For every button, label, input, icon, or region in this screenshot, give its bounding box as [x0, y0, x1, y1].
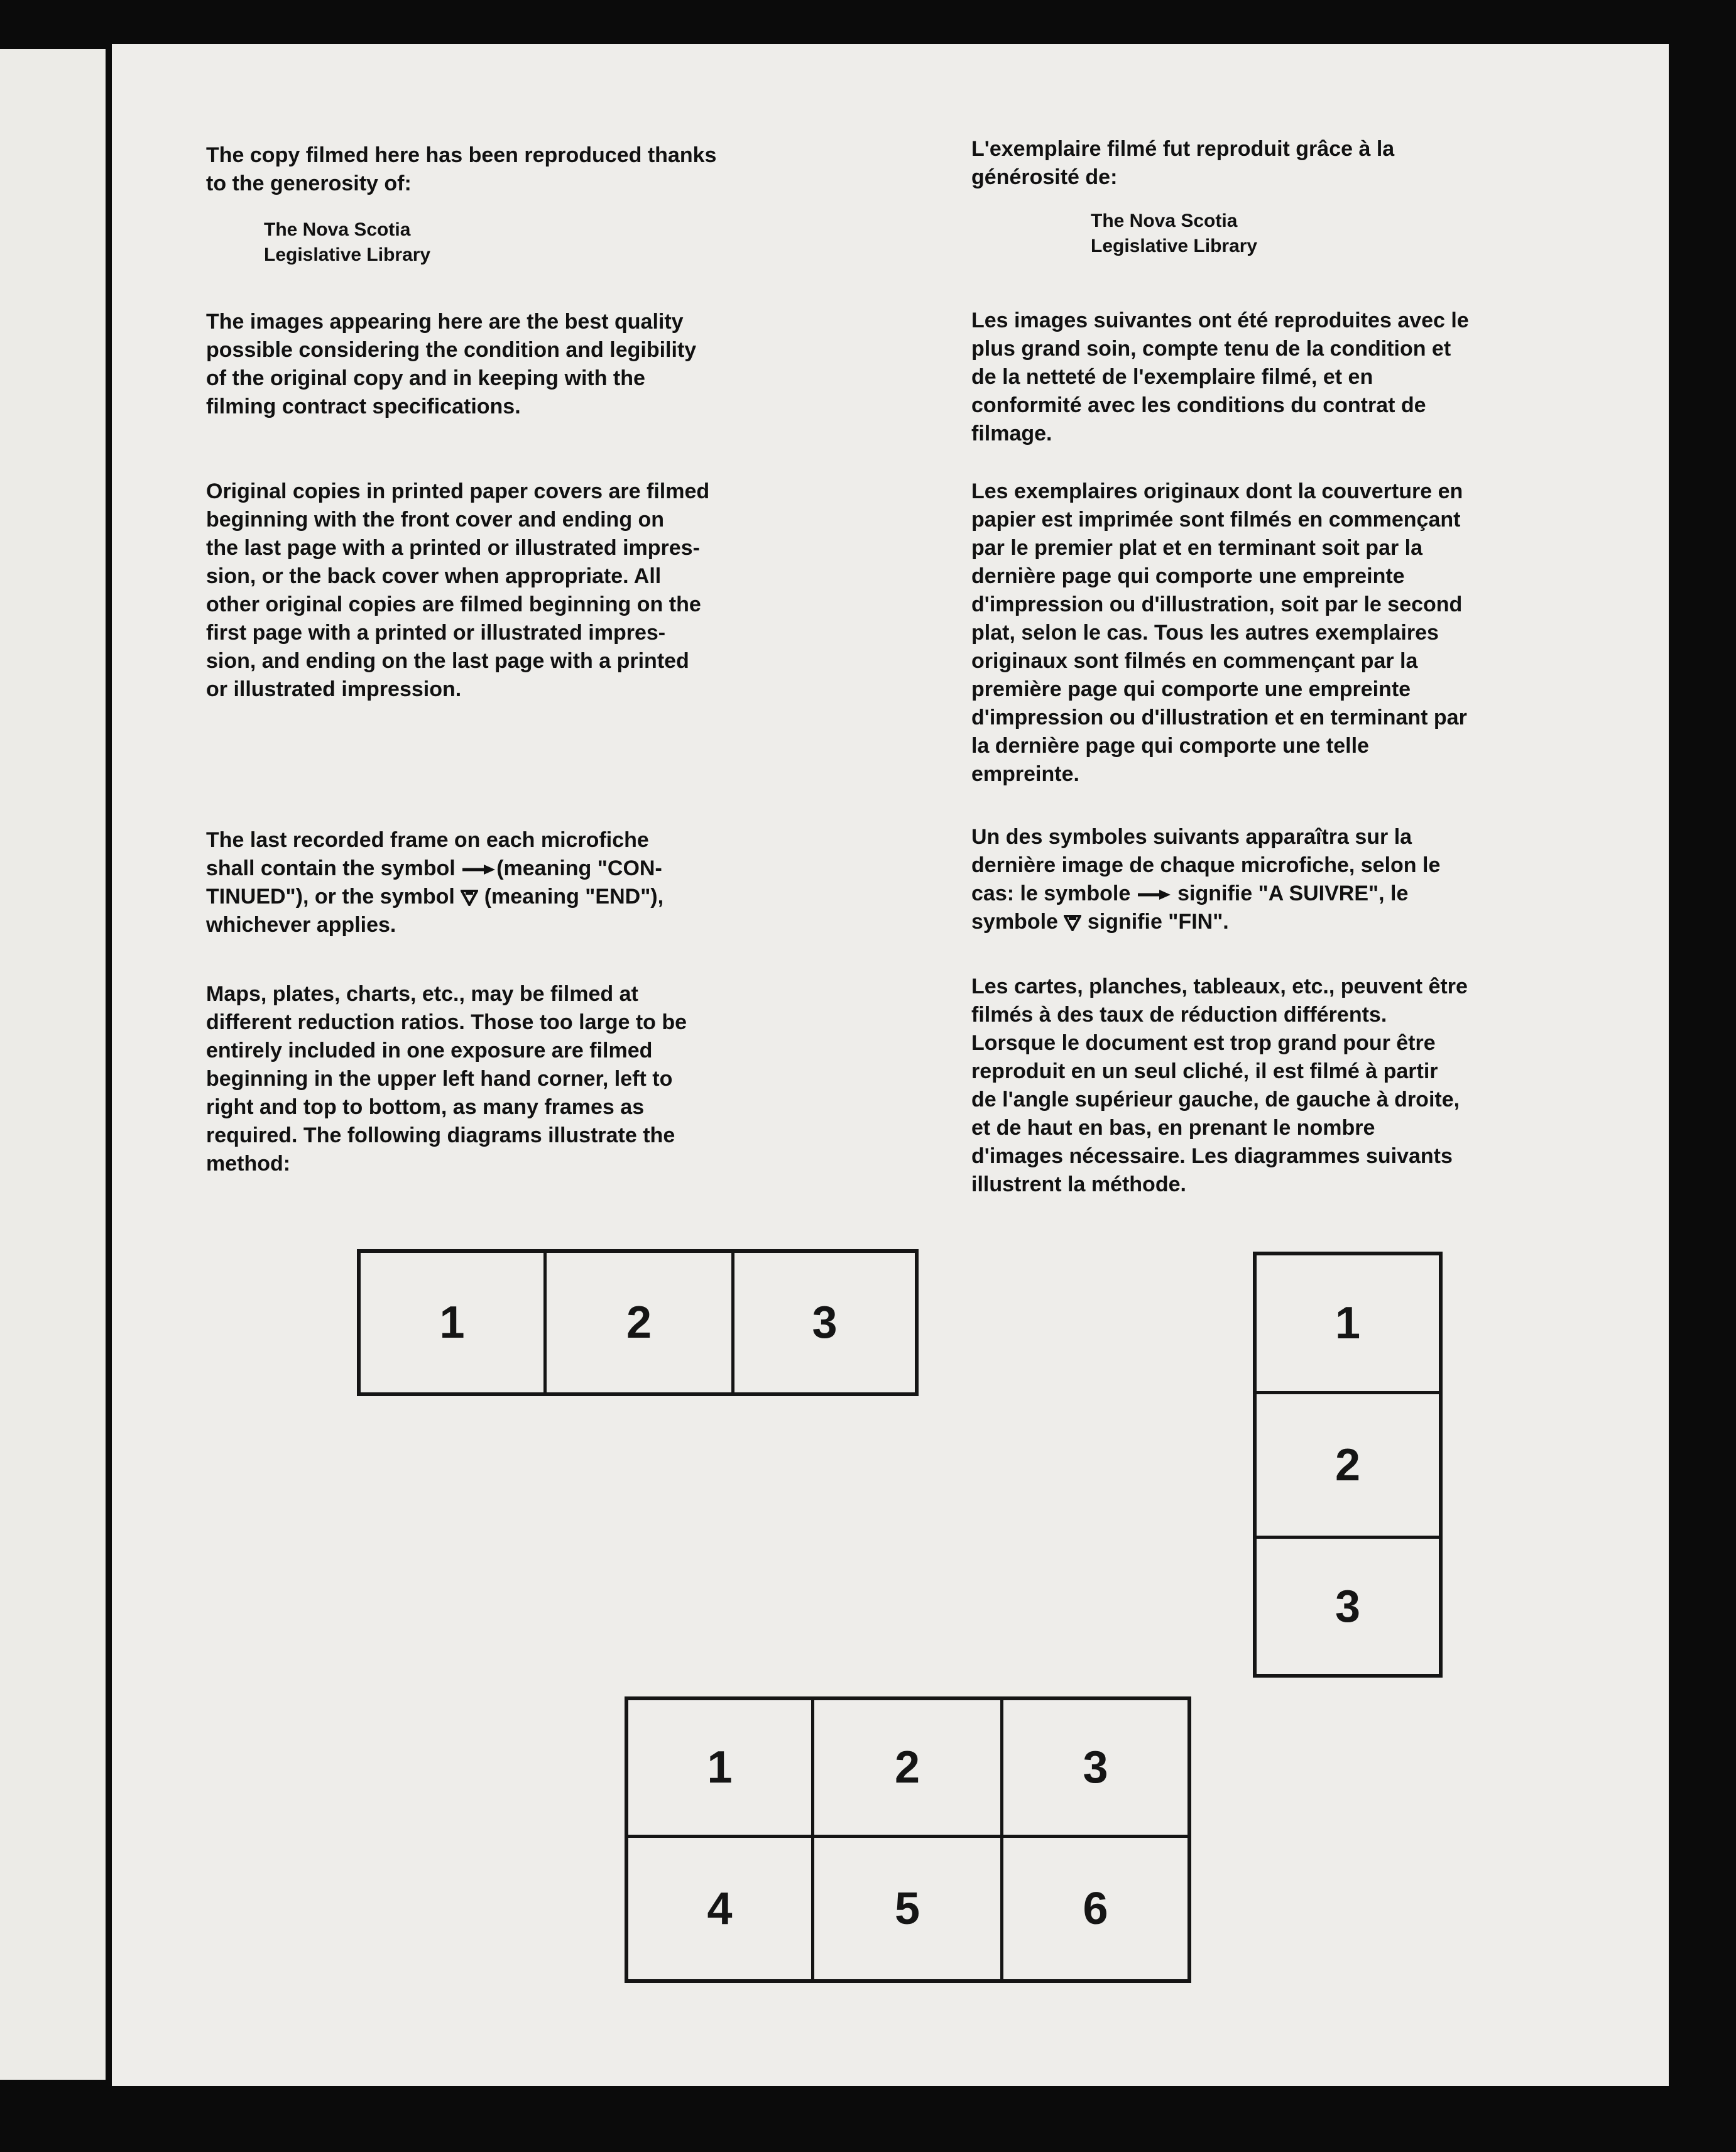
end-triangle-icon	[1064, 915, 1081, 931]
horizontal-frame-diagram	[357, 1249, 919, 1396]
frame-cell: 1	[707, 1742, 733, 1793]
library-name-en: The Nova Scotia Legislative Library	[264, 219, 431, 265]
end-triangle-icon	[461, 890, 478, 906]
frame-cell: 2	[894, 1742, 920, 1793]
symbols-text-1-en: The last recorded frame on each microfiche shall contain the symbol	[206, 828, 649, 880]
adjacent-page-edge	[0, 49, 106, 2080]
frame-cell: 1	[439, 1297, 465, 1348]
maps-paragraph-en: Maps, plates, charts, etc., may be filmed at different reduction ratios. Those too large to be entirely included in one exposure are filmed beginning in the upper left hand corner, left to right and top to bottom, as many frames as required. The following diagrams illustrate the method:	[206, 982, 687, 1176]
grid-frame-diagram	[625, 1696, 1191, 1983]
microfiche-target-page	[112, 44, 1669, 2086]
frame-cell: 3	[1083, 1742, 1108, 1793]
frame-cell: 3	[1335, 1581, 1361, 1632]
frame-cell: 4	[707, 1883, 733, 1934]
frame-cell: 1	[1335, 1298, 1361, 1348]
symbols-text-1-fr: Un des symboles suivants apparaîtra sur la dernière image de chaque microfiche, selon le cas: le symbole	[971, 825, 1441, 905]
symbols-paragraph-en	[206, 826, 847, 939]
covers-paragraph-en: Original copies in printed paper covers are filmed beginning with the front cover and ending on the last page with a printed or illustrated impres- sion, or the back cover when appropriate. All other original copies are filmed beginning on the first page with a printed or illustrated impres- sion, and ending on the last page with a printed or illustrated impression.	[206, 479, 710, 701]
continued-arrow-icon	[461, 863, 496, 876]
intro-text-en: The copy filmed here has been reproduced thanks to the generosity of:	[206, 143, 717, 195]
maps-paragraph-fr: Les cartes, planches, tableaux, etc., peuvent être filmés à des taux de réduction différents. Lorsque le document est trop grand pour être reproduit en un seul cliché, il est filmé à partir de l'angle supérieur gauche, de gauche à droite, et de haut en bas, en prenant le nombre d'images nécessaire. Les diagrammes suivants illustrent la méthode.	[971, 975, 1468, 1196]
symbols-text-3-fr: signifie "FIN".	[1081, 910, 1229, 934]
symbols-text-2-en: (meaning "CON- TINUED"), or the symbol	[206, 856, 662, 909]
frame-cell: 2	[1335, 1439, 1361, 1490]
frame-cell: 2	[626, 1297, 652, 1348]
library-name-fr: The Nova Scotia Legislative Library	[1091, 210, 1258, 256]
symbols-paragraph-fr	[971, 823, 1706, 936]
intro-text-fr: L'exemplaire filmé fut reproduit grâce à la générosité de:	[971, 137, 1395, 189]
symbols-text-3-en: (meaning "END"), whichever applies.	[206, 885, 664, 937]
frame-cell: 5	[894, 1883, 920, 1934]
continued-arrow-icon	[1137, 888, 1172, 901]
quality-paragraph-fr: Les images suivantes ont été reproduites avec le plus grand soin, compte tenu de la condition et de la netteté de l'exemplaire filmé, et en conformité avec les conditions du contrat de filmage.	[971, 309, 1469, 445]
symbols-text-2-fr: signifie "A SUIVRE", le symbole	[971, 882, 1409, 934]
frame-cell: 6	[1083, 1883, 1108, 1934]
frame-cell: 3	[812, 1297, 838, 1348]
covers-paragraph-fr: Les exemplaires originaux dont la couverture en papier est imprimée sont filmés en commençant par le premier plat et en terminant soit par la dernière page qui comporte une empreinte d'impression ou d'illustration, soit par le second plat, selon le cas. Tous les autres exemplaires originaux sont filmés en commençant par la première page qui comporte une empreinte d'impression ou d'illustration et en terminant par la dernière page qui comporte une telle empreinte.	[971, 479, 1467, 786]
quality-paragraph-en: The images appearing here are the best quality possible considering the condition and legibility of the original copy and in keeping with the filming contract specifications.	[206, 310, 697, 418]
vertical-frame-diagram	[1253, 1252, 1443, 1678]
